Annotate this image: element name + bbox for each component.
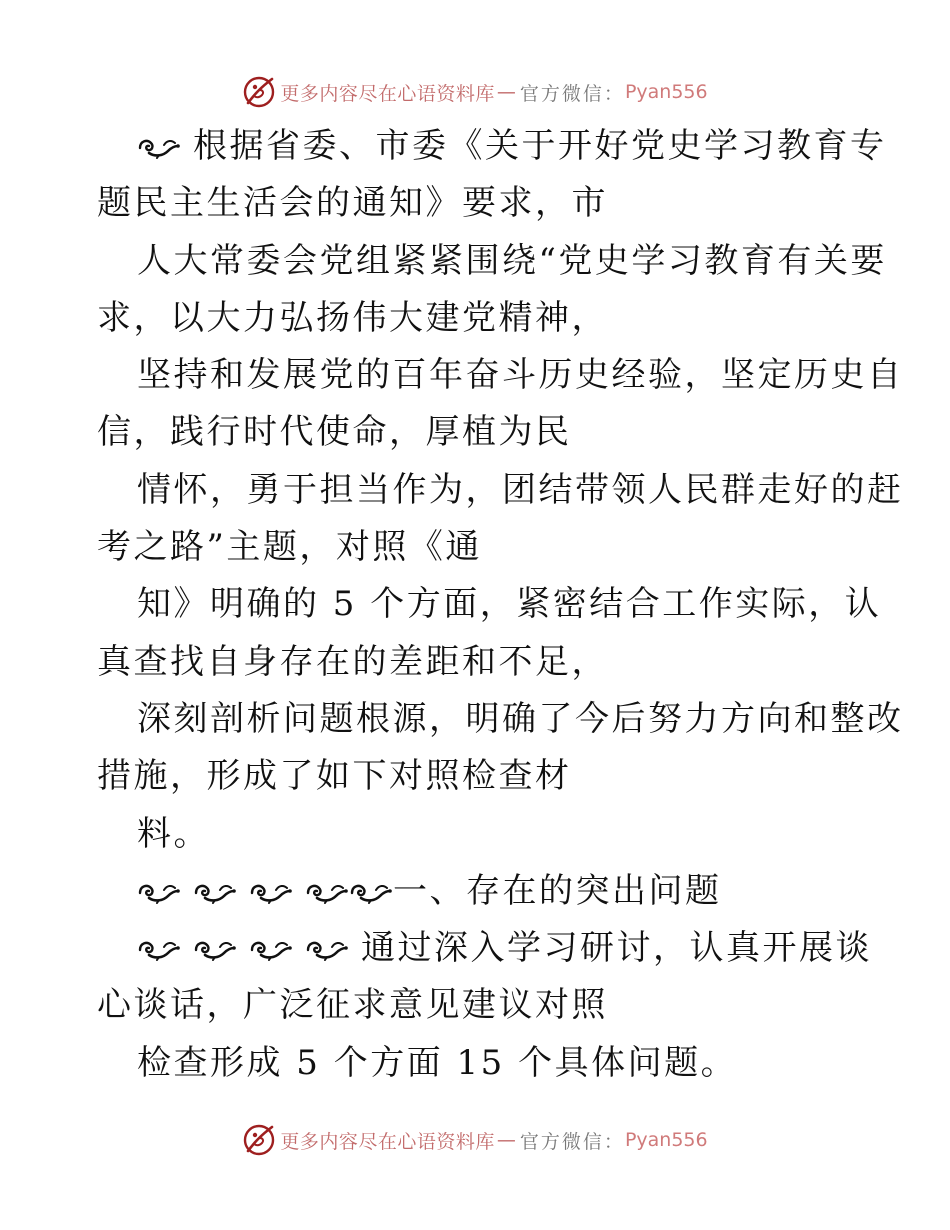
- paragraph-line: [97, 290, 857, 347]
- line-text: 料。: [137, 813, 210, 854]
- quill-seal-icon: [242, 75, 276, 109]
- watermark-id: Pyan556: [624, 1129, 708, 1151]
- line-text: 真查找自身存在的差距和不足，: [97, 641, 608, 682]
- fleuron-icon: [249, 882, 293, 904]
- fleuron-icon: [193, 939, 237, 961]
- line-text: 心谈话，广泛征求意见建议对照: [97, 985, 608, 1026]
- line-text: 根据省委、市委《关于开好党史学习教育专: [193, 126, 887, 166]
- line-text: 深刻剖析问题根源，明确了今后努力方向和整改: [137, 698, 904, 739]
- paragraph-line: [97, 462, 904, 519]
- watermark-dash: —: [496, 81, 516, 103]
- paragraph-line: [97, 748, 857, 805]
- watermark-id: Pyan556: [624, 81, 708, 103]
- line-text: 人大常委会党组紧紧围绕“党史学习教育有关要: [137, 240, 887, 281]
- line-text: 检查形成 5 个方面 15 个具体问题。: [137, 1042, 738, 1083]
- fleuron-icon: [193, 882, 237, 904]
- paragraph-line: [97, 920, 872, 977]
- paragraph-line: [97, 1035, 857, 1092]
- document-body: [97, 118, 904, 1092]
- paragraph-line: [97, 691, 904, 748]
- paragraph-line: [97, 175, 857, 232]
- watermark-dash: —: [496, 1129, 516, 1151]
- watermark-text: 更多内容尽在心语资料库: [280, 1130, 495, 1153]
- fleuron-icon: [137, 137, 181, 159]
- fleuron-icon: [305, 882, 349, 904]
- paragraph-line: [97, 806, 857, 863]
- fleuron-icon: [305, 939, 349, 961]
- line-text: 情怀，勇于担当作为，团结带领人民群走好的赶: [137, 469, 904, 510]
- paragraph-line: [97, 404, 857, 461]
- paragraph-line: [97, 233, 887, 290]
- section-heading-line: [97, 863, 857, 920]
- paragraph-line: [97, 519, 857, 576]
- watermark-label: 官方微信：: [519, 82, 625, 105]
- paragraph-line: [97, 977, 857, 1034]
- paragraph-line: [97, 118, 887, 175]
- line-text: 知》明确的 5 个方面，紧密结合工作实际，认: [137, 584, 882, 625]
- quill-seal-icon: [242, 1123, 276, 1157]
- line-text: 信，践行时代使命，厚植为民: [97, 412, 572, 453]
- line-text: 坚持和发展党的百年奋斗历史经验，坚定历史自: [137, 355, 904, 396]
- footer-watermark: [0, 1120, 950, 1160]
- line-text: 通过深入学习研讨，认真开展谈: [361, 928, 872, 969]
- fleuron-icon: [249, 939, 293, 961]
- paragraph-line: [97, 576, 882, 633]
- header-watermark: [0, 72, 950, 112]
- paragraph-line: [97, 347, 904, 404]
- fleuron-icon: [349, 882, 393, 904]
- watermark-text: 更多内容尽在心语资料库: [280, 82, 495, 105]
- line-text: 题民主生活会的通知》要求，市: [97, 183, 608, 224]
- fleuron-icon: [137, 939, 181, 961]
- section-heading: 一、存在的突出问题: [393, 870, 722, 911]
- line-text: 措施，形成了如下对照检查材: [97, 756, 572, 797]
- paragraph-line: [97, 634, 857, 691]
- line-text: 求，以大力弘扬伟大建党精神，: [97, 297, 608, 338]
- fleuron-icon: [137, 882, 181, 904]
- watermark-label: 官方微信：: [519, 1130, 625, 1153]
- line-text: 考之路”主题，对照《通: [97, 527, 482, 568]
